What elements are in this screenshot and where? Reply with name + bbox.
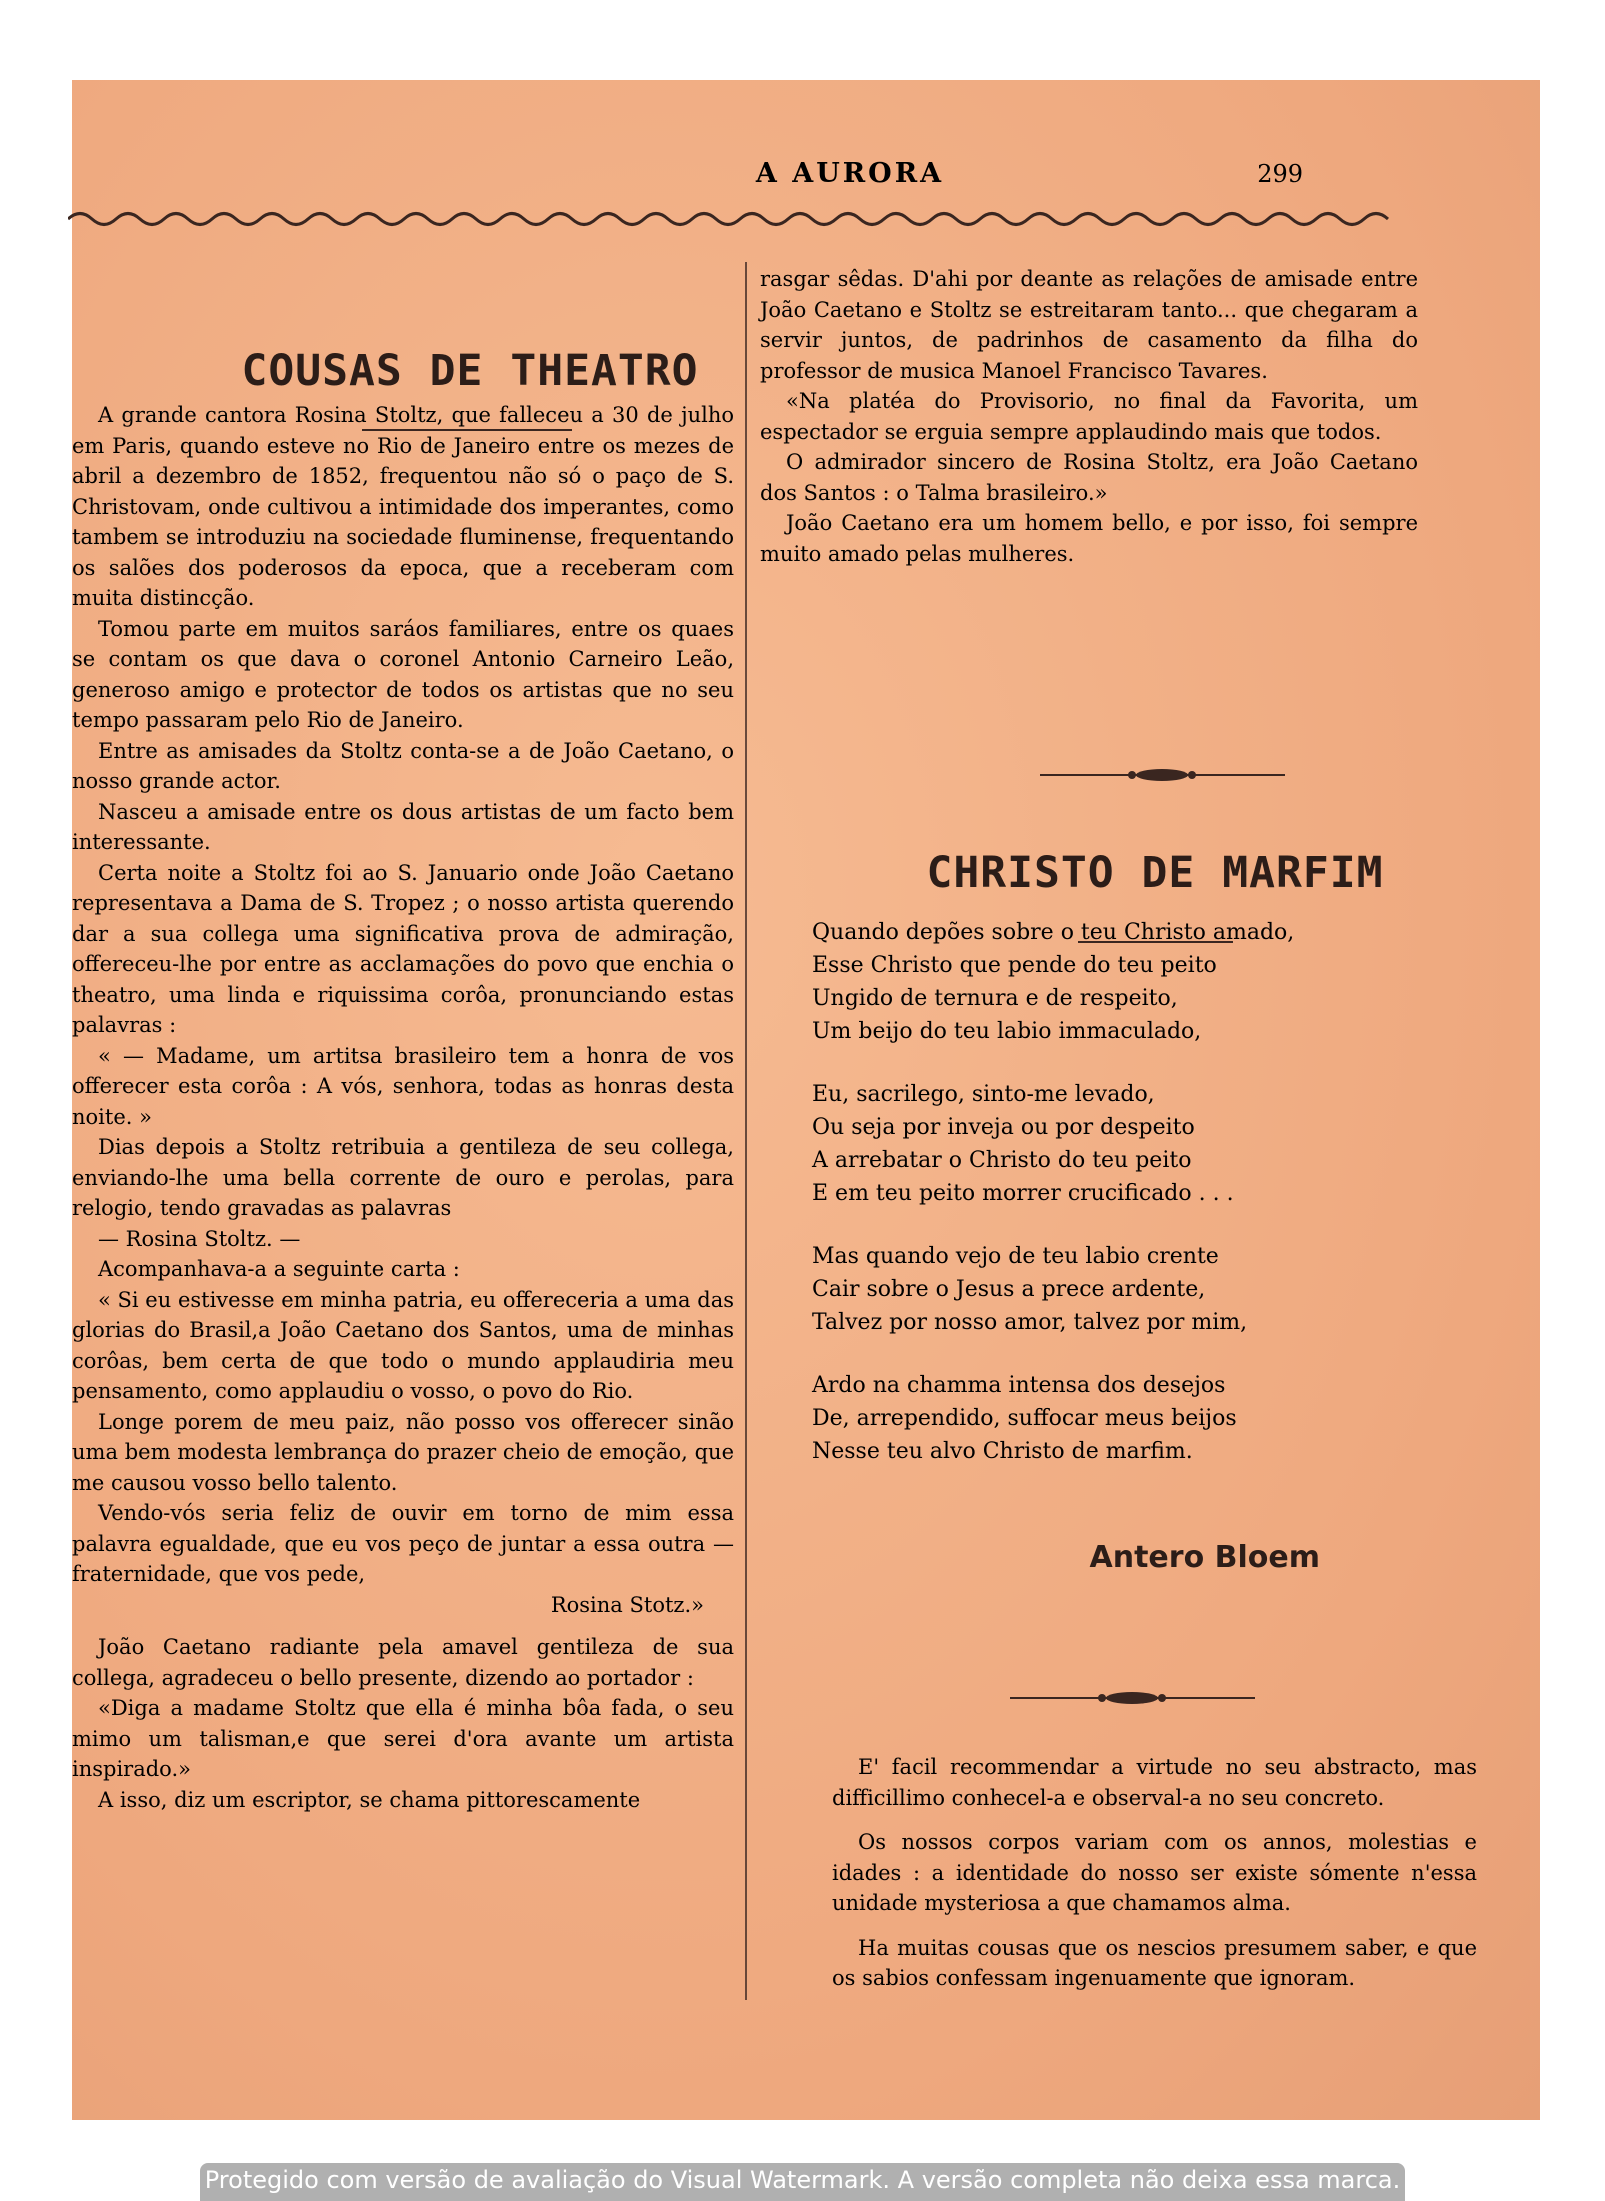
- paragraph: « — Madame, um artitsa brasileiro tem a honra de vos offerecer esta corôa : A vós, senhora, todas as honras desta noite. »: [72, 1043, 734, 1129]
- ornamental-rule: [68, 208, 1400, 230]
- letter-signature: Rosina Stotz.»: [550, 1592, 704, 1617]
- poem-line: Mas quando vejo de teu labio crente: [812, 1244, 1219, 1269]
- running-title: A AURORA: [755, 158, 945, 189]
- poem-line: Talvez por nosso amor, talvez por mim,: [812, 1310, 1248, 1335]
- poem-line: Cair sobre o Jesus a prece ardente,: [812, 1277, 1206, 1302]
- poem-line: Nesse teu alvo Christo de marfim.: [812, 1439, 1193, 1464]
- paragraph: «Diga a madame Stoltz que ella é minha bôa fada, o seu mimo um talisman,e que serei d'ora avante um artista inspirado.»: [72, 1696, 734, 1781]
- poem-author: Antero Bloem: [1089, 1540, 1320, 1575]
- watermark-text: Protegido com versão de avaliação do Visual Watermark. A versão completa não deixa essa marca.: [204, 2166, 1401, 2194]
- left-column: [72, 400, 734, 1815]
- poem: [812, 916, 1372, 1498]
- poem-line: Ardo na chamma intensa dos desejos: [812, 1373, 1226, 1398]
- paragraph: João Caetano era um homem bello, e por isso, foi sempre muito amado pelas mulheres.: [760, 511, 1418, 566]
- article-title-cousas-de-theatro: COUSAS DE THEATRO: [241, 346, 699, 396]
- paragraph: Acompanhava-a a seguinte carta :: [98, 1257, 460, 1281]
- paragraph: rasgar sêdas. D'ahi por deante as relações de amisade entre João Caetano e Stoltz se estreitaram tanto... que chegaram a servir juntos, de padrinhos de casamento da filha do professor de musica Manoel Francisco Tavares.: [760, 267, 1418, 383]
- paragraph: Nasceu a amisade entre os dous artistas de um facto bem interessante.: [72, 799, 734, 854]
- poem-stanza: [812, 1369, 1372, 1468]
- poem-line: De, arrependido, suffocar meus beijos: [812, 1406, 1237, 1431]
- maxim: E' facil recommendar a virtude no seu abstracto, mas difficillimo conhecel-a e observal-a no seu concreto.: [832, 1755, 1477, 1810]
- poem-line: Um beijo do teu labio immaculado,: [812, 1019, 1202, 1044]
- poem-line: Esse Christo que pende do teu peito: [812, 953, 1217, 978]
- paragraph: A grande cantora Rosina Stoltz, que falleceu a 30 de julho em Paris, quando esteve no Rio de Janeiro entre os mezes de abril a dezembro de 1852, frequentou não só o paço de S. Christovam, onde cultivou a intimidade dos imperantes, como tambem se introduziu na sociedade fluminense, frequentando os salões dos poderosos da epoca, que a receberam com muita distincção.: [72, 403, 734, 610]
- paragraph: O admirador sincero de Rosina Stoltz, era João Caetano dos Santos : o Talma brasileiro.»: [760, 450, 1418, 505]
- paragraph: — Rosina Stoltz. —: [98, 1226, 301, 1251]
- poem-line: A arrebatar o Christo do teu peito: [812, 1148, 1192, 1173]
- poem-line: Quando depões sobre o teu Christo amado,: [812, 920, 1295, 945]
- column-divider: [745, 262, 747, 2000]
- poem-stanza: [812, 1240, 1372, 1339]
- paragraph: « Si eu estivesse em minha patria, eu offereceria a uma das glorias do Brasil,a João Caetano dos Santos, uma de minhas corôas, bem certa de que todo o mundo applaudiria meu pensamento, como applaudiu o vosso, o povo do Rio.: [72, 1287, 734, 1403]
- poem-line: Ungido de ternura e de respeito,: [812, 986, 1178, 1011]
- paragraph: João Caetano radiante pela amavel gentileza de sua collega, agradeceu o bello presente, dizendo ao portador :: [72, 1635, 734, 1690]
- poem-stanza: [812, 916, 1372, 1048]
- article-title-christo-de-marfim: CHRISTO DE MARFIM: [926, 848, 1384, 898]
- maxim: Os nossos corpos variam com os annos, molestias e idades : a identidade do nosso ser existe sómente n'essa unidade mysteriosa a que chamamos alma.: [832, 1830, 1477, 1915]
- maxim: Ha muitas cousas que os nescios presumem saber, e que os sabios confessam ingenuamente que ignoram.: [832, 1935, 1477, 1990]
- paragraph: Tomou parte em muitos saráos familiares, entre os quaes se contam os que dava o coronel Antonio Carneiro Leão, generoso amigo e protector de todos os artistas que no seu tempo passaram pelo Rio de Janeiro.: [72, 616, 734, 732]
- poem-stanza: [812, 1078, 1372, 1210]
- paragraph: Vendo-vós seria feliz de ouvir em torno de mim essa palavra egualdade, que eu vos peço de juntar a essa outra — fraternidade, que vos pede,: [72, 1501, 734, 1586]
- page-number: 299: [1257, 160, 1303, 188]
- paragraph: Longe porem de meu paiz, não posso vos offerecer sinão uma bem modesta lembrança do prazer cheio de emoção, que me causou vosso bello talento.: [72, 1409, 734, 1495]
- paragraph: «Na platéa do Provisorio, no final da Favorita, um espectador se erguia sempre applaudindo mais que todos.: [760, 389, 1418, 444]
- paragraph: A isso, diz um escriptor, se chama pittorescamente: [98, 1787, 641, 1812]
- ornament-divider: [1040, 765, 1285, 785]
- paragraph: Entre as amisades da Stoltz conta-se a de João Caetano, o nosso grande actor.: [72, 738, 734, 793]
- poem-line: Ou seja por inveja ou por despeito: [812, 1115, 1195, 1140]
- right-column-continuation: [760, 264, 1418, 569]
- poem-line: E em teu peito morrer crucificado . . .: [812, 1181, 1234, 1206]
- paragraph: Dias depois a Stoltz retribuia a gentileza de seu collega, enviando-lhe uma bella corrente de ouro e perolas, para relogio, tendo gravadas as palavras: [72, 1135, 734, 1220]
- maxims: [832, 1752, 1477, 1994]
- paragraph: Certa noite a Stoltz foi ao S. Januario onde João Caetano representava a Dama de S. Tropez ; o nosso artista querendo dar a sua collega uma significativa prova de admiração, offereceu-lhe por entre as acclamações do povo que enchia o theatro, uma linda e riquissima corôa, pronunciando estas palavras :: [72, 860, 734, 1037]
- poem-line: Eu, sacrilego, sinto-me levado,: [812, 1082, 1155, 1107]
- ornament-divider: [1010, 1688, 1255, 1708]
